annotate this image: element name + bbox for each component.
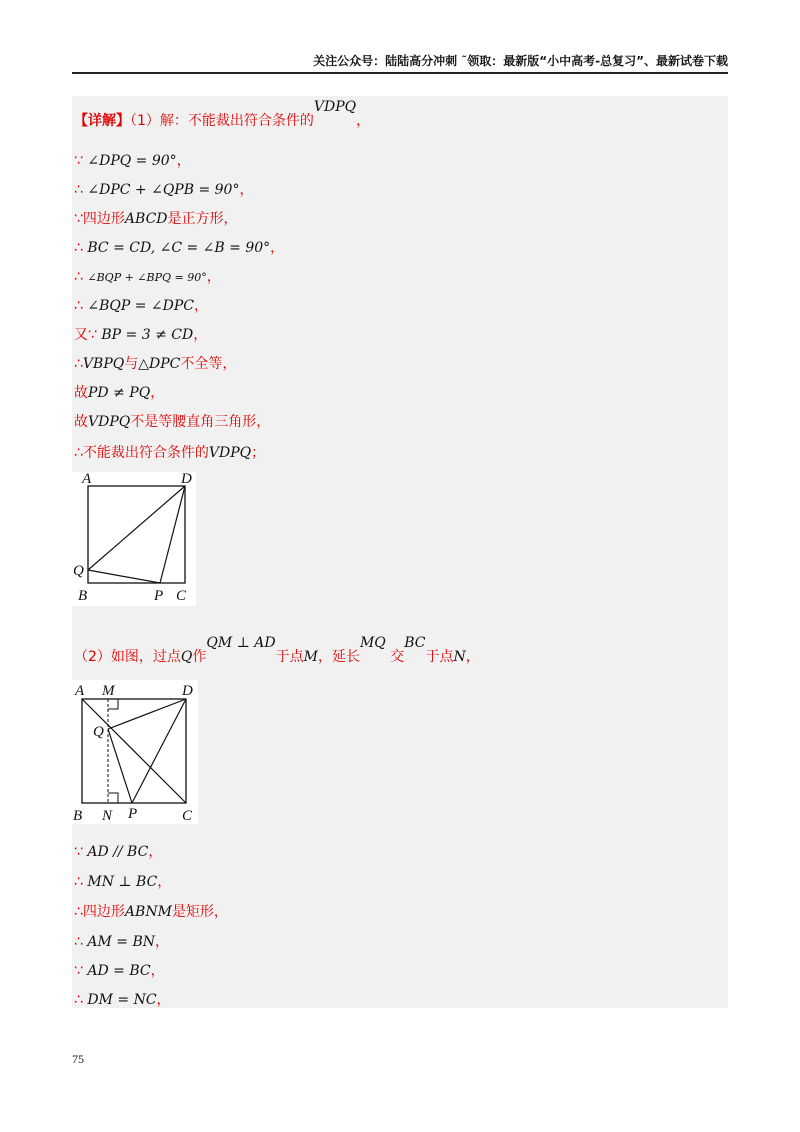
- solution-line-6: ∴ ∠BQP + ∠BPQ = 90°，: [74, 269, 221, 285]
- page-header: 关注公众号：陆陆高分冲刺 ˜领取：最新版“小中高考-总复习”、最新试卷下载: [313, 54, 728, 68]
- solution-line-2: ∵ ∠DPQ = 90°，: [74, 153, 191, 169]
- solution-line-9: ∴VBPQ与△DPC不全等，: [74, 356, 237, 372]
- solution-line-5: ∴ BC = CD, ∠C = ∠B = 90°，: [74, 240, 285, 256]
- solution-part-2: （2）如图，过点Q作QM ⊥ AD于点M，延长MQ 交BC于点N，: [74, 635, 480, 665]
- page-number: 75: [72, 1052, 84, 1066]
- square-abcd: [88, 486, 185, 583]
- solution-line-10: 故PD ≠ PQ，: [74, 385, 165, 401]
- label-b: B: [78, 588, 88, 604]
- label-b: B: [73, 808, 83, 824]
- math-vdpq: VDPQ: [313, 99, 357, 115]
- solution-line-14: ∴ MN ⊥ BC，: [74, 874, 172, 890]
- label-q: Q: [73, 563, 84, 579]
- segment-dq: [108, 699, 186, 729]
- solution-line-16: ∴ AM = BN，: [74, 934, 169, 950]
- label-d: D: [181, 472, 192, 487]
- solution-line-18: ∴ DM = NC，: [74, 992, 171, 1008]
- label-c: C: [176, 588, 187, 604]
- figure-2-svg: [72, 680, 198, 824]
- solution-line-15: ∴四边形ABNM是矩形，: [74, 904, 228, 920]
- segment-pd: [132, 699, 186, 803]
- figure-1-svg: [72, 472, 196, 606]
- solution-line-3: ∴ ∠DPC + ∠QPB = 90°，: [74, 182, 254, 198]
- solution-line-7: ∴ ∠BQP = ∠DPC，: [74, 298, 209, 314]
- solution-line-8: 又∵ BP = 3 ≠ CD，: [74, 327, 208, 343]
- segment-qp: [88, 570, 160, 583]
- figure-1: [72, 472, 196, 606]
- solution-line-1: 【详解】（1）解：不能裁出符合条件的VDPQ，: [74, 99, 371, 129]
- right-angle-n: [108, 793, 118, 803]
- solution-line-17: ∵ AD = BC，: [74, 963, 165, 979]
- solution-tag: 【详解】: [74, 113, 130, 129]
- solution-line-12: ∴不能裁出符合条件的VDPQ；: [74, 445, 266, 461]
- solution-line-11: 故VDPQ不是等腰直角三角形，: [74, 414, 271, 430]
- label-m: M: [102, 683, 115, 699]
- label-d: D: [182, 683, 193, 699]
- solution-line-4: ∵四边形ABCD是正方形，: [74, 211, 238, 227]
- label-p: P: [128, 806, 138, 822]
- label-n: N: [102, 808, 113, 824]
- figure-2: [72, 680, 198, 824]
- segment-pd: [160, 486, 185, 583]
- label-p: P: [154, 588, 164, 604]
- label-a: A: [82, 472, 92, 487]
- segment-ac: [82, 699, 186, 803]
- segment-qp: [108, 729, 132, 803]
- right-angle-m: [108, 699, 118, 709]
- label-a: A: [75, 683, 85, 699]
- label-q: Q: [93, 724, 104, 740]
- header-rule: [72, 72, 728, 74]
- label-c: C: [182, 808, 193, 824]
- solution-line-13: ∵ AD // BC，: [74, 844, 163, 860]
- segment-dq: [88, 486, 185, 570]
